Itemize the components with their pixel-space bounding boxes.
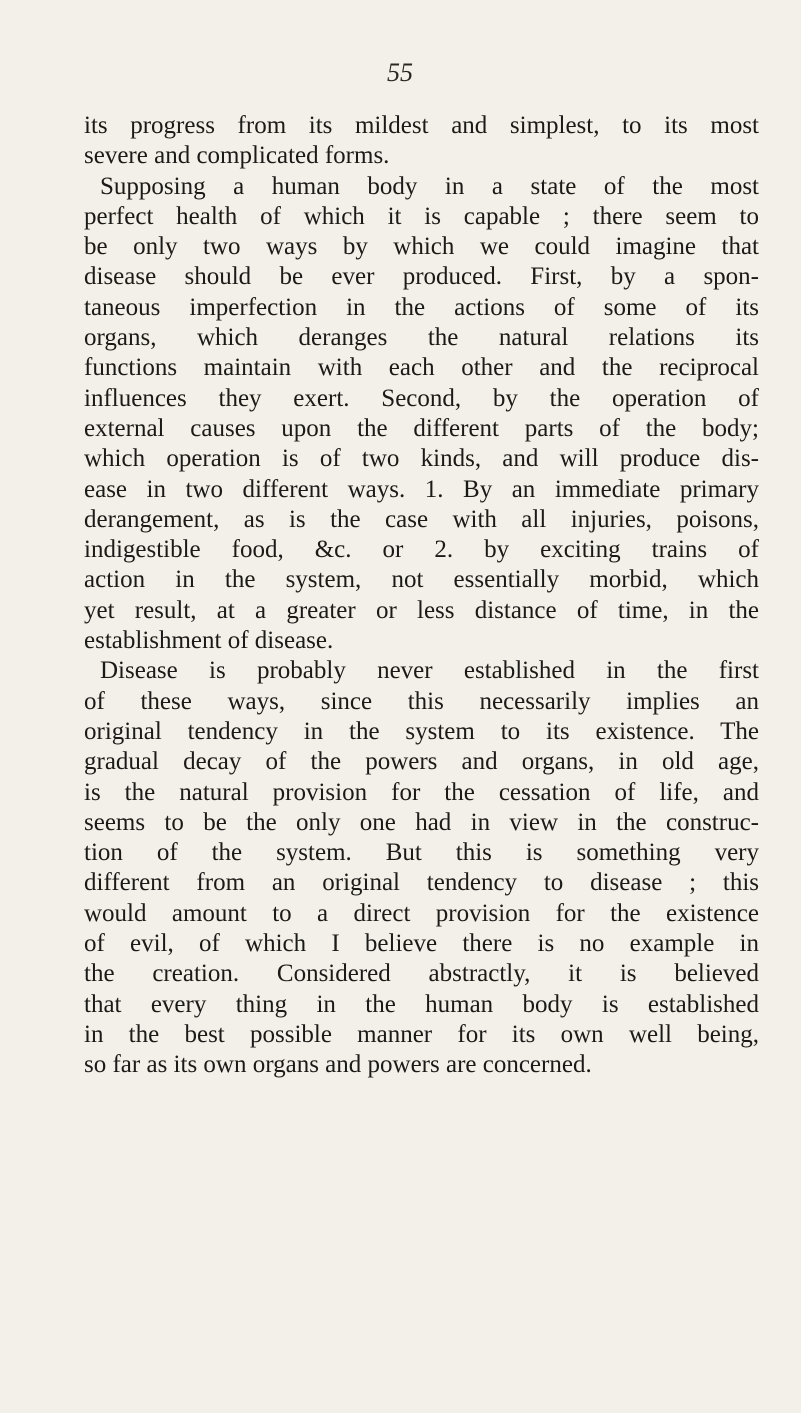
text-line: be only two ways by which we could imagine that: [84, 233, 759, 261]
text-line: Disease is probably never established in the first: [100, 657, 759, 685]
text-line: severe and complicated forms.: [84, 142, 390, 170]
text-line: influences they exert. Second, by the operation of: [84, 384, 759, 412]
text-line: which operation is of two kinds, and will produce dis-: [84, 445, 759, 473]
text-line: establishment of disease.: [84, 627, 334, 655]
text-line: yet result, at a greater or less distance of time, in the: [84, 596, 759, 624]
text-line: ease in two different ways. 1. By an immediate primary: [84, 475, 759, 503]
text-line: gradual decay of the powers and organs, in old age,: [84, 748, 759, 776]
text-line: tion of the system. But this is something very: [84, 839, 759, 867]
text-line: functions maintain with each other and the reciprocal: [84, 354, 759, 382]
text-line: the creation. Considered abstractly, it is believed: [84, 960, 759, 988]
text-line: derangement, as is the case with all injuries, poisons,: [84, 505, 759, 533]
page-number: 55: [387, 58, 413, 87]
text-line: seems to be the only one had in view in the construc-: [84, 808, 759, 836]
text-line: Supposing a human body in a state of the most: [100, 172, 759, 200]
text-line: action in the system, not essentially morbid, which: [84, 566, 759, 594]
text-line: indigestible food, &c. or 2. by exciting trains of: [84, 536, 759, 564]
text-line: external causes upon the different parts of the body;: [84, 414, 759, 442]
text-line: disease should be ever produced. First, by a spon-: [84, 263, 759, 291]
text-line: its progress from its mildest and simplest, to its most: [84, 112, 759, 139]
text-line: of evil, of which I believe there is no example in: [84, 930, 759, 958]
body-text: [84, 111, 759, 1081]
text-line: taneous imperfection in the actions of some of its: [84, 293, 759, 321]
text-line: would amount to a direct provision for the existence: [84, 899, 759, 927]
text-line: original tendency in the system to its existence. The: [84, 717, 759, 745]
text-line: of these ways, since this necessarily implies an: [84, 687, 759, 715]
text-line: organs, which deranges the natural relations its: [84, 324, 759, 352]
text-line: that every thing in the human body is established: [84, 990, 759, 1018]
text-line: different from an original tendency to disease ; this: [84, 869, 759, 897]
text-line: is the natural provision for the cessation of life, and: [84, 778, 759, 806]
text-line: so far as its own organs and powers are concerned.: [84, 1051, 592, 1079]
text-line: perfect health of which it is capable ; there seem to: [84, 202, 759, 230]
text-line: in the best possible manner for its own well being,: [84, 1020, 759, 1048]
